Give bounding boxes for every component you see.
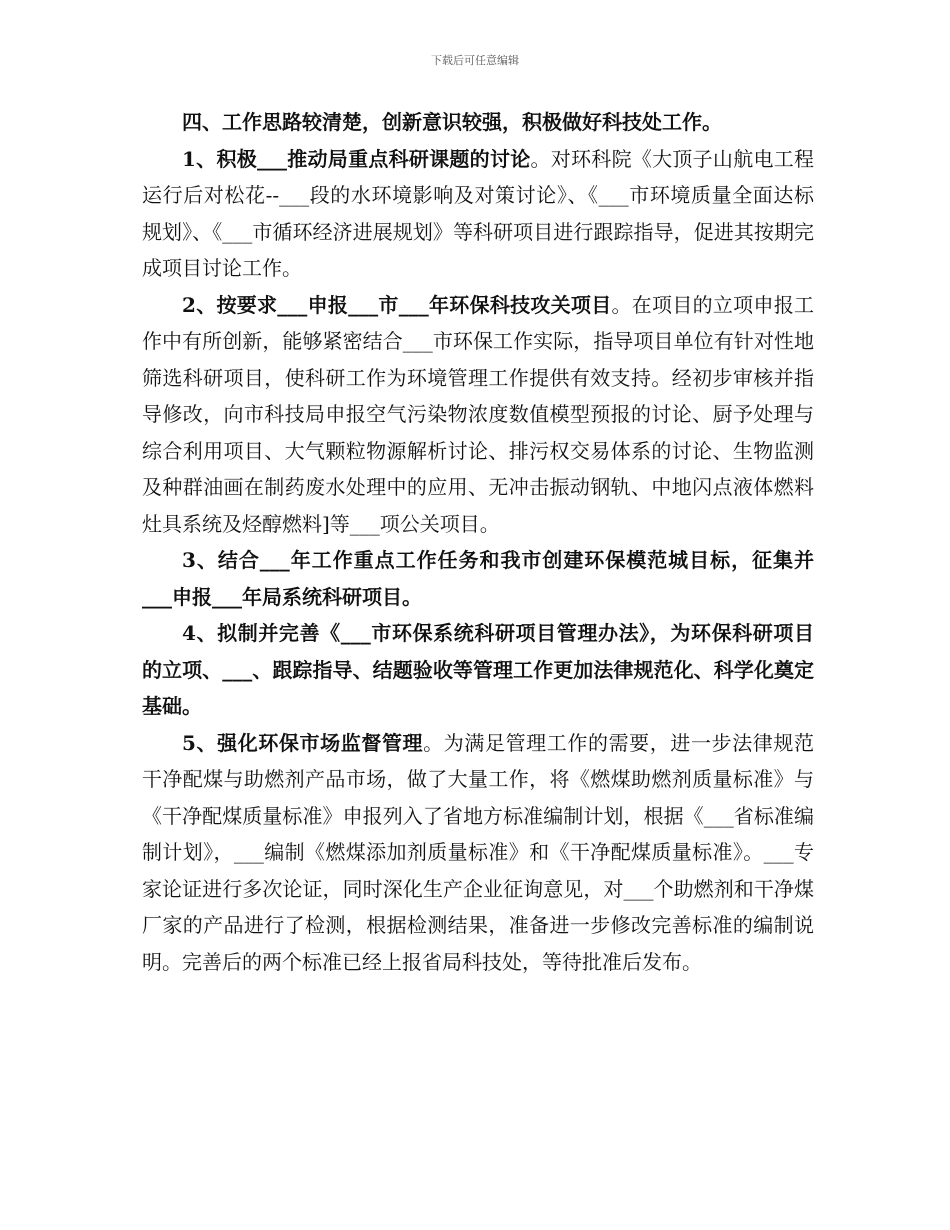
paragraph-lead: 1、积极___推动局重点科研课题的讨论 bbox=[182, 146, 531, 171]
paragraph-lead: 3、结合___年工作重点工作任务和我市创建环保模范城目标，征集并___申报___年局系统科研项目。 bbox=[142, 548, 814, 609]
page-header: 下载后可任意编辑 bbox=[431, 54, 519, 67]
paragraph-lead: 4、拟制并完善《___市环保系统科研项目管理办法》，为环保科研项目的立项、___、跟踪指导、结题验收等管理工作更加法律规范化、科学化奠定基础。 bbox=[142, 621, 814, 718]
paragraph-1 bbox=[142, 141, 814, 287]
paragraph-lead: 2、按要求___申报___市___年环保科技攻关项目 bbox=[182, 292, 612, 317]
paragraph-2 bbox=[142, 287, 814, 543]
section-heading: 四、工作思路较清楚，创新意识较强，积极做好科技处工作。 bbox=[182, 110, 722, 134]
paragraph-body: 。对环科院《大顶子山航电工程运行后对松花--___段的水环境影响及对策讨论》、《___市环境质量全面达标规划》、《___市循环经济进展规划》等科研项目进行跟踪指导，促进其按期完成项目讨论工作。 bbox=[142, 146, 815, 280]
paragraph-4 bbox=[142, 615, 814, 725]
paragraph-body: 。为满足管理工作的需要，进一步法律规范干净配煤与助燃剂产品市场，做了大量工作，将《燃煤助燃剂质量标准》与《干净配煤质量标准》申报列入了省地方标准编制计划，根据《___省标准编制计划》，___编制《燃煤添加剂质量标准》和《干净配煤质量标准》。___专家论证进行多次论证，同时深化生产企业征询意见，对___个助燃剂和干净煤厂家的产品进行了检测，根据检测结果，准备进一步修改完善标准的编制说明。完善后的两个标准已经上报省局科技处，等待批准后发布。 bbox=[142, 730, 815, 974]
paragraph-3 bbox=[142, 542, 814, 615]
document-body bbox=[142, 104, 814, 980]
paragraph-5 bbox=[142, 725, 814, 981]
paragraph-lead: 5、强化环保市场监督管理 bbox=[182, 730, 424, 755]
paragraph-body: 。在项目的立项申报工作中有所创新，能够紧密结合___市环保工作实际，指导项目单位有针对性地筛选科研项目，使科研工作为环境管理工作提供有效支持。经初步审核并指导修改，向市科技局申报空气污染物浓度数值模型预报的讨论、厨予处理与综合利用项目、大气颗粒物源解析讨论、排污权交易体系的讨论、生物监测及种群油画在制药废水处理中的应用、无冲击振动钢轨、中地闪点液体燃料灶具系统及烃醇燃料]等___项公关项目。 bbox=[142, 292, 815, 536]
